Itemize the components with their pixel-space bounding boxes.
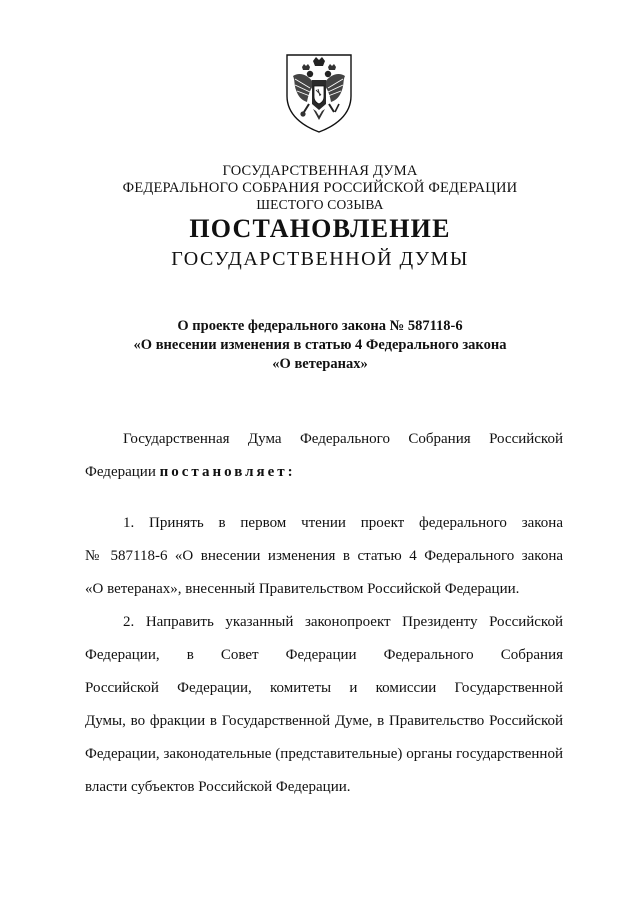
item-2-line: Думы, во фракции в Государственной Думе, в Правительство Российской	[85, 713, 563, 729]
preamble-line	[85, 464, 563, 481]
convocation-line: ШЕСТОГО СОЗЫВА	[256, 197, 384, 212]
document-issuer-title: ГОСУДАРСТВЕННОЙ ДУМЫ	[171, 248, 469, 270]
item-2-line: 2. Направить указанный законопроект Президенту Российской	[123, 614, 563, 630]
item-2-line: власти субъектов Российской Федерации.	[85, 779, 351, 795]
coat-of-arms-icon	[283, 52, 355, 134]
item-1-line: № 587118-6 «О внесении изменения в статью 4 Федерального закона	[85, 548, 563, 564]
item-2-line: Федерации, законодательные (представительные) органы государственной	[85, 746, 563, 762]
subject-line: О проекте федерального закона № 587118-6	[177, 318, 463, 334]
item-1-line: 1. Принять в первом чтении проект федерального закона	[123, 515, 563, 531]
document-type-title: ПОСТАНОВЛЕНИЕ	[189, 214, 451, 243]
item-1-line: «О ветеранах», внесенный Правительством Российской Федерации.	[85, 581, 520, 597]
document-subject	[0, 317, 640, 374]
item-2-line: Федерации, в Совет Федерации Федерального Собрания	[85, 647, 563, 663]
preamble-line: Государственная Дума Федерального Собрания Российской	[123, 431, 563, 447]
preamble-subject: Федерации	[85, 464, 160, 480]
subject-line: «О ветеранах»	[272, 356, 368, 372]
subject-line: «О внесении изменения в статью 4 Федерального закона	[133, 337, 507, 353]
item-2-line: Российской Федерации, комитеты и комиссии Государственной	[85, 680, 563, 696]
org-name-line2: ФЕДЕРАЛЬНОГО СОБРАНИЯ РОССИЙСКОЙ ФЕДЕРАЦИИ	[122, 180, 518, 196]
org-name-line1: ГОСУДАРСТВЕННАЯ ДУМА	[222, 163, 418, 179]
decision-word: постановляет:	[159, 464, 296, 480]
